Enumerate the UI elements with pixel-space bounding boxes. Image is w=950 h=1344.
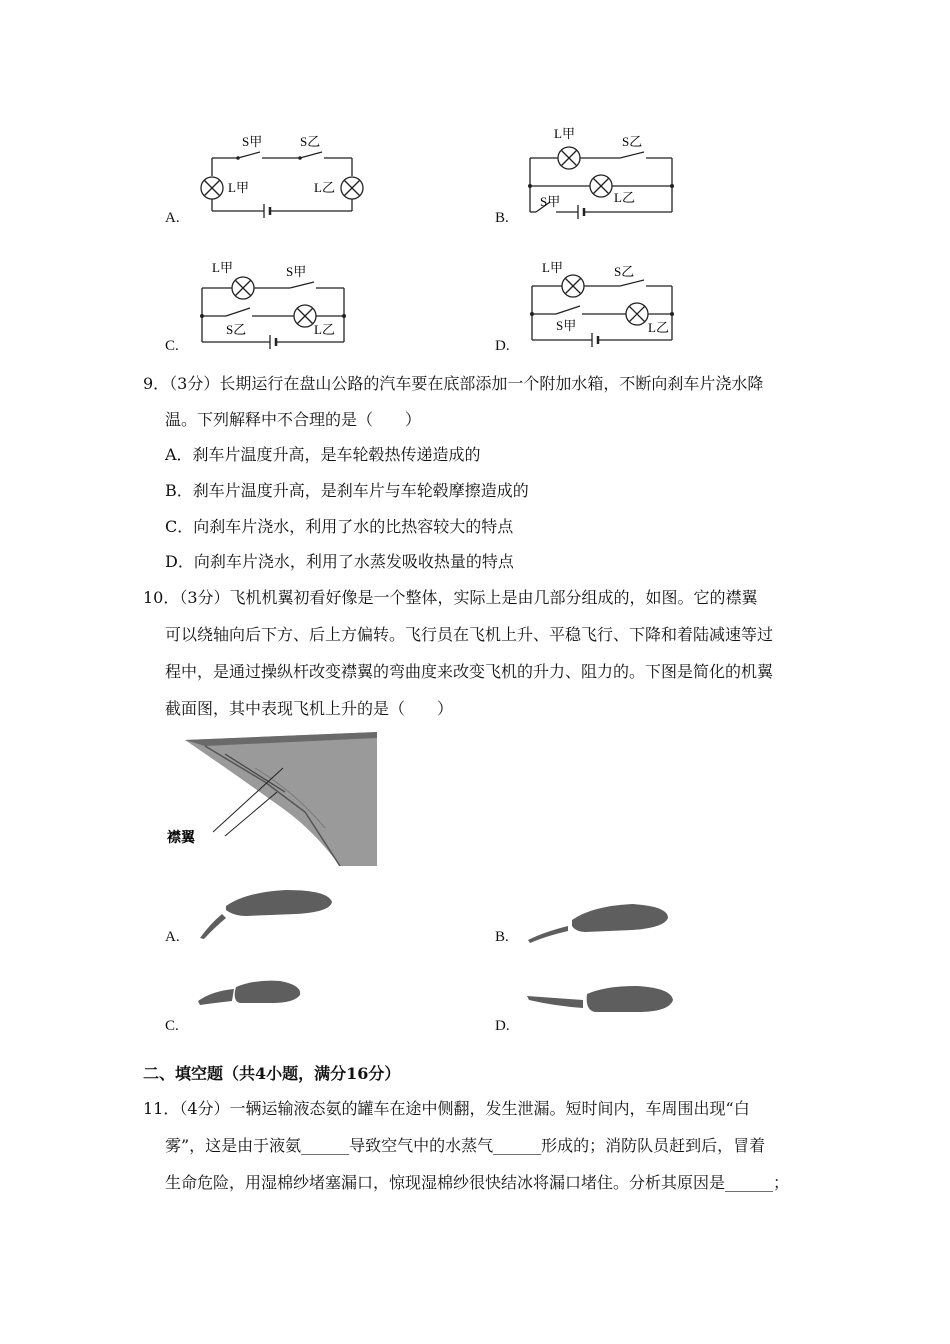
q10-stem-line1: 10．（3分）飞机机翼初看好像是一个整体，实际上是由几部分组成的，如图。它的襟翼 [143,588,758,607]
q10-option-d-label[interactable]: D. [495,1018,510,1034]
q8-a-lamp1: L甲 [228,180,249,195]
q8-circuit-b [520,122,690,222]
airfoil-c [196,975,306,1015]
airfoil-d [525,980,675,1020]
q8-d-sw1: S甲 [556,318,577,333]
q8-option-c-label[interactable]: C. [165,338,179,354]
q10-stem-line2: 可以绕轴向后下方、后上方偏转。飞行员在飞机上升、平稳飞行、下降和着陆减速等过 [165,625,774,644]
q11-stem-line3: 生命危险，用湿棉纱堵塞漏口，惊现湿棉纱很快结冰将漏口堵住。分析其原因是______； [165,1173,790,1192]
q10-option-a-label[interactable]: A. [165,929,180,945]
q9-choice-b[interactable]: B．刹车片温度升高，是刹车片与车轮毂摩擦造成的 [165,481,529,500]
q10-option-b-label[interactable]: B. [495,929,509,945]
q8-d-sw2: S乙 [614,264,635,279]
q8-b-sw1: S甲 [540,194,561,209]
q8-a-sw1: S甲 [242,134,263,149]
q9-stem-line1: 9．（3分）长期运行在盘山公路的汽车要在底部添加一个附加水箱，不断向刹车片浇水降 [143,374,764,393]
q10-stem-line3: 程中，是通过操纵杆改变襟翼的弯曲度来改变飞机的升力、阻力的。下图是简化的机翼 [165,662,774,681]
q8-circuit-d [520,258,690,353]
q8-d-lamp2: L乙 [648,320,669,335]
q8-b-sw2: S乙 [622,134,643,149]
q8-a-lamp2: L乙 [314,180,335,195]
q10-stem-line4: 截面图，其中表现飞机上升的是（ ） [165,699,454,718]
q8-b-lamp2: L乙 [614,190,635,205]
q8-option-a-label[interactable]: A. [165,210,180,226]
q11-stem-line1: 11．（4分）一辆运输液态氨的罐车在途中侧翻，发生泄漏。短时间内，车周围出现“白 [143,1099,750,1118]
q8-b-lamp1: L甲 [554,126,575,141]
q8-a-sw2: S乙 [300,134,321,149]
q9-choice-c[interactable]: C．向刹车片浇水，利用了水的比热容较大的特点 [165,517,514,536]
q8-option-b-label[interactable]: B. [495,210,509,226]
q9-choice-a[interactable]: A．刹车片温度升高，是车轮毂热传递造成的 [165,445,481,464]
q8-c-sw2: S乙 [226,322,247,337]
q8-c-sw1: S甲 [286,264,307,279]
wing-photo [165,732,377,866]
q8-circuit-c [190,258,360,353]
section2-title: 二、填空题（共4小题，满分16分） [143,1064,401,1083]
airfoil-a [196,886,336,946]
q9-stem-line2: 温。下列解释中不合理的是（ ） [165,410,422,429]
flap-label: 襟翼 [167,831,195,846]
q8-circuit-a [190,128,380,228]
q8-c-lamp1: L甲 [212,260,233,275]
q9-choice-d[interactable]: D．向刹车片浇水，利用了水蒸发吸收热量的特点 [165,552,514,571]
airfoil-b [522,898,672,948]
q8-d-lamp1: L甲 [542,260,563,275]
q8-c-lamp2: L乙 [314,322,335,337]
q11-stem-line2: 雾”，这是由于液氨______导致空气中的水蒸气______形成的；消防队员赶到后，冒着 [165,1136,766,1155]
q10-option-c-label[interactable]: C. [165,1018,179,1034]
q8-option-d-label[interactable]: D. [495,338,510,354]
